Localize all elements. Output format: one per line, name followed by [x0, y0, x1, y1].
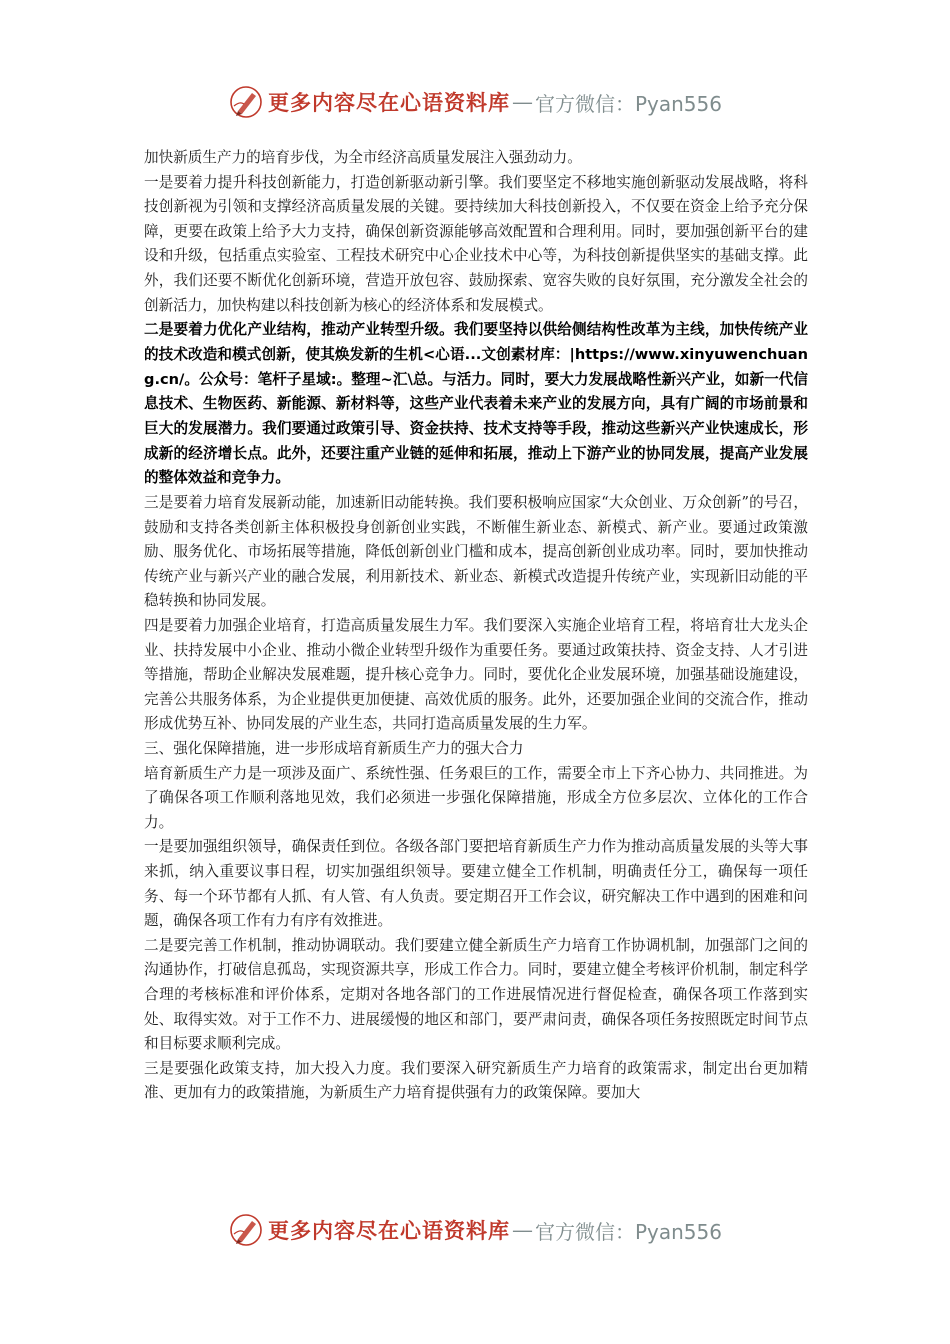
pen-logo-icon [228, 1212, 264, 1248]
document-body [144, 146, 808, 1106]
paragraph: 培育新质生产力是一项涉及面广、系统性强、任务艰巨的工作，需要全市上下齐心协力、共同推进。为了确保各项工作顺利落地见效，我们必须进一步强化保障措施，形成全方位多层次、立体化的工作合力。 [144, 764, 808, 831]
paragraph: 三、强化保障措施，进一步形成培育新质生产力的强大合力 [144, 740, 524, 758]
banner-separator: — [511, 1218, 533, 1242]
paragraph: 四是要着力加强企业培育，打造高质量发展生力军。我们要深入实施企业培育工程，将培育壮大龙头企业、扶持发展中小企业、推动小微企业转型升级作为重要任务。要通过政策扶持、资金支持、人才引进等措施，帮助企业解决发展难题，提升核心竞争力。同时，要优化企业发展环境，加强基础设施建设，完善公共服务体系，为企业提供更加便捷、高效优质的服务。此外，还要加强企业间的交流合作，推动形成优势互补、协同发展的产业生态，共同打造高质量发展的生力军。 [144, 617, 808, 733]
banner-separator: — [511, 90, 533, 114]
paragraph: 三是要强化政策支持，加大投入力度。我们要深入研究新质生产力培育的政策需求，制定出台更加精准、更加有力的政策措施，为新质生产力培育提供强有力的政策保障。要加大 [144, 1059, 808, 1102]
paragraph: 二是要完善工作机制，推动协调联动。我们要建立健全新质生产力培育工作协调机制，加强部门之间的沟通协作，打破信息孤岛，实现资源共享，形成工作合力。同时，要建立健全考核评价机制，制定科学合理的考核标准和评价体系，定期对各地各部门的工作进展情况进行督促检查，确保各项工作落到实处、取得实效。对于工作不力、进展缓慢的地区和部门，要严肃问责，确保各项任务按照既定时间节点和目标要求顺利完成。 [144, 936, 808, 1053]
paragraph: 一是要加强组织领导，确保责任到位。各级各部门要把培育新质生产力作为推动高质量发展的头等大事来抓，纳入重要议事日程，切实加强组织领导。要建立健全工作机制，明确责任分工，确保每一项任务、每一个环节都有人抓、有人管、有人负责。要定期召开工作会议，研究解决工作中遇到的困难和问题，确保各项工作有力有序有效推进。 [144, 838, 808, 930]
paragraph: 加快新质生产力的培育步伐，为全市经济高质量发展注入强劲动力。 [144, 149, 582, 166]
paragraph: 三是要着力培育发展新动能，加速新旧动能转换。我们要积极响应国家“大众创业、万众创新”的号召，鼓励和支持各类创新主体积极投身创新创业实践，不断催生新业态、新模式、新产业。要通过政策激励、服务优化、市场拓展等措施，降低创新创业门槛和成本，提高创新创业成功率。同时，要加快推动传统产业与新兴产业的融合发展，利用新技术、新业态、新模式改造提升传统产业，实现新旧动能的平稳转换和协同发展。 [144, 494, 808, 610]
paragraph: 一是要着力提升科技创新能力，打造创新驱动新引擎。我们要坚定不移地实施创新驱动发展战略，将科技创新视为引领和支撑经济高质量发展的关键。要持续加大科技创新投入，不仅要在资金上给予充分保障，更要在政策上给予大力支持，确保创新资源能够高效配置和合理利用。同时，要加强创新平台的建设和升级，包括重点实验室、工程技术研究中心企业技术中心等，为科技创新提供坚实的基础支撑。此外，我们还要不断优化创新环境，营造开放包容、鼓励探索、宽容失败的良好氛围，充分激发全社会的创新活力，加快构建以科技创新为核心的经济体系和发展模式。 [144, 173, 808, 314]
footer-banner [0, 1210, 950, 1250]
banner-wechat: 官方微信：Pyan556 [534, 91, 722, 116]
banner-title: 更多内容尽在心语资料库 [267, 1218, 510, 1243]
banner-wechat: 官方微信：Pyan556 [534, 1219, 722, 1244]
banner-title: 更多内容尽在心语资料库 [267, 90, 510, 115]
paragraph: 二是要着力优化产业结构，推动产业转型升级。我们要坚持以供给侧结构性改革为主线，加快传统产业的技术改造和模式创新，使其焕发新的生机<心语...文创素材库：|https://www.xinyuwenchuang.cn/。公众号：笔杆子星域:。整理~汇\总。与活力。同时，要大力发展战略性新兴产业，如新一代信息技术、生物医药、新能源、新材料等，这些产业代表着未来产业的发展方向，具有广阔的市场前景和巨大的发展潜力。我们要通过政策引导、资金扶持、技术支持等手段，推动这些新兴产业快速成长，形成新的经济增长点。此外，还要注重产业链的延伸和拓展，推动上下游产业的协同发展，提高产业发展的整体效益和竞争力。 [144, 321, 808, 487]
pen-logo-icon [228, 84, 264, 120]
header-banner [0, 82, 950, 122]
